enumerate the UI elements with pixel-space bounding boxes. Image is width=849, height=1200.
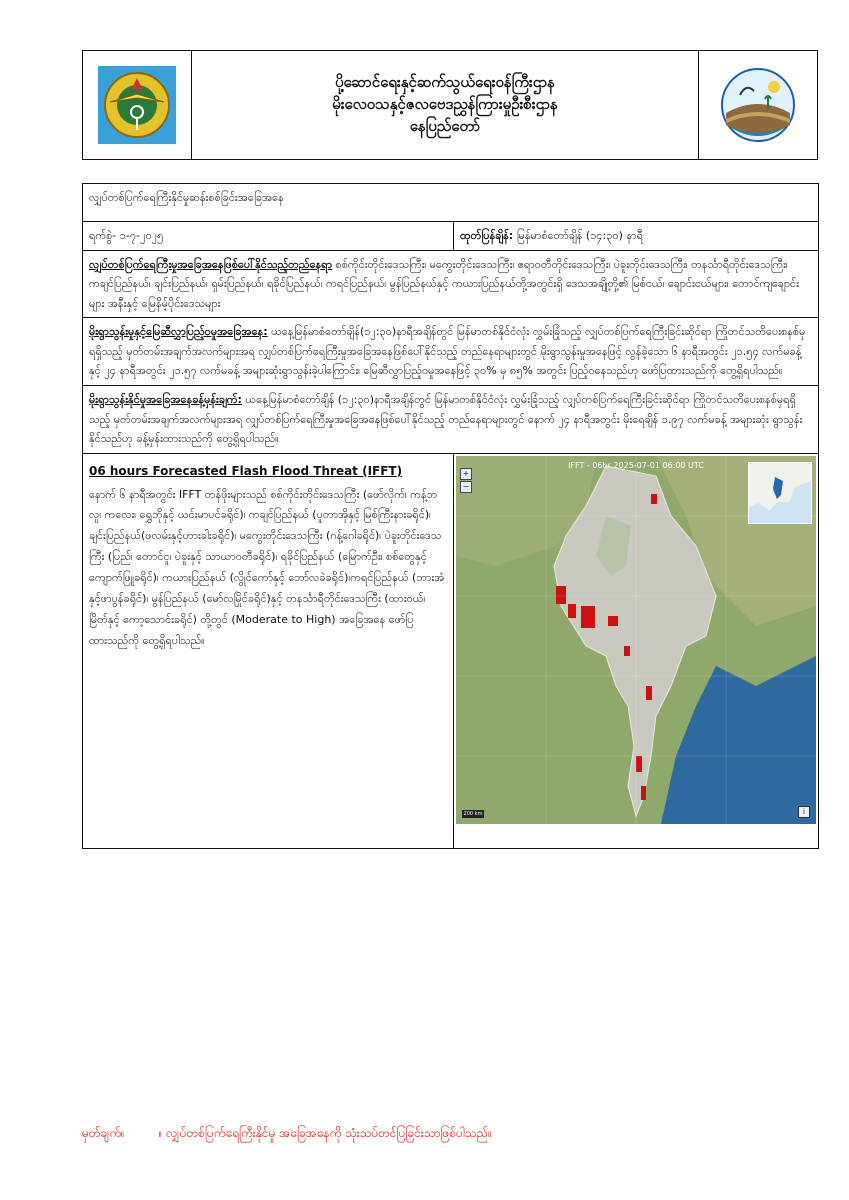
- footer-note: [82, 1125, 492, 1143]
- document-header: [82, 50, 818, 160]
- dmh-logo-cell: [698, 51, 817, 159]
- footer-note-text: ။ လျှပ်တစ်ပြက်ရေကြီးနိုင်မှု အခြေအနေကို သုံးသပ်တင်ပြခြင်းသာဖြစ်ပါသည်။: [158, 1126, 492, 1140]
- report-date: ရက်စွဲ- ၁-၇-၂၀၂၅: [83, 222, 454, 250]
- zoom-out-button[interactable]: −: [460, 481, 472, 493]
- section-forecast-heading: မိုးရွာသွန်းနိုင်မှုအခြေအနေခန့်မှန်းချက်:: [89, 393, 242, 407]
- report-table: [82, 183, 819, 849]
- ministry-logo-cell: [83, 51, 192, 159]
- city-name: နေပြည်တော်: [409, 116, 481, 135]
- ministry-logo: [96, 64, 178, 146]
- ifft-map[interactable]: [456, 456, 816, 824]
- date-row: [83, 222, 818, 251]
- section-location-body: စစ်ကိုင်းတိုင်းဒေသကြီး၊ မကွေးတိုင်းဒေသကြီး၊ ဧရာဝတီတိုင်းဒေသကြီး၊ ပဲခူးတိုင်းဒေသကြီး၊ တနင်္သာရီတိုင်းဒေသကြီး၊ ကချင်ပြည်နယ်၊ ချင်းပြည်နယ်၊ ရှမ်းပြည်နယ်၊ ရခိုင်ပြည်နယ်၊ ကရင်ပြည်နယ်၊ မွန်ပြည်နယ်နှင့် ကယားပြည်နယ်တို့အတွင်းရှိ ဒေသအချို့တို့၏ မြစ်ငယ်၊ ချောင်းငယ်များ၊ တောင်ကျချောင်းများ အနီးနှင့် မြေနိမ့်ပိုင်းဒေသများ: [89, 257, 799, 310]
- dmh-logo: [718, 65, 798, 145]
- issue-time-value: မြန်မာစံတော်ချိန် (၁၄:၃၀) နာရီ: [516, 229, 643, 242]
- section-forecast-body: ယနေ့မြန်မာစံတော်ချိန် (၁၂:၃၀)နာရီအချိန်တွင် မြန်မာတစ်နိုင်ငံလုံး လွှမ်းခြုံသည့် လျှပ်တစ်ပြက်ရေကြီးခြင်းဆိုင်ရာ ကြိုတင်သတိပေးစနစ်မှရရှိသည့် မှတ်တမ်းအချက်အလက်များအရ လျှပ်တစ်ပြက်ရေကြီးမှုအခြေအနေဖြစ်ပေါ်နိုင်သည့် တည်နေရာများတွင် နောက် ၂၄ နာရီအတွင်း မိုးရေချိန် ၁.၉၇ လက်မခန့် အများဆုံး ရွာသွန်းနိုင်သည်ဟု ခန့်မှန်းထားသည်ကို တွေ့ရှိရပါသည်။: [89, 393, 803, 446]
- section-rain-soil: [83, 318, 818, 386]
- map-title: IFFT - 06hr 2025-07-01 06:00 UTC: [568, 460, 704, 470]
- map-scale: 200 km: [463, 810, 483, 817]
- section-rain-soil-heading: မိုးရွာသွန်းမှုနှင့်မြေဆီလွှာပြည့်ဝမှုအခြေအနေ:: [89, 325, 268, 339]
- section-forecast: [83, 386, 818, 454]
- ifft-section: [83, 454, 818, 848]
- map-inset: [748, 462, 812, 524]
- zoom-in-button[interactable]: +: [460, 468, 472, 480]
- footer-note-label: မှတ်ချက်။: [82, 1126, 125, 1140]
- section-location: [83, 251, 818, 319]
- section-location-heading: လျှပ်တစ်ပြက်ရေကြီးမှုအခြေအနေဖြစ်ပေါ်နိုင်သည့်တည်နေရာ: [89, 257, 333, 271]
- section-rain-soil-body: ယနေ့မြန်မာစံတော်ချိန်(၁၂:၃၀)နာရီအချိန်တွင် မြန်မာတစ်နိုင်ငံလုံး လွှမ်းခြုံသည့် လျှပ်တစ်ပြက်ရေကြီးခြင်းဆိုင်ရာ ကြိုတင်သတိပေးစနစ်မှရရှိသည့် မှတ်တမ်းအချက်အလက်များအရ လျှပ်တစ်ပြက်ရေကြီးမှုအခြေအနေဖြစ်ပေါ်နိုင်သည့် တည်နေရာများတွင် မိုးရွာသွန်းမှုအနေဖြင့် လွန်ခဲ့သော ၆ နာရီအတွင်း ၂၁.၅၄ လက်မခန့်နှင့် ၂၄ နာရီအတွင်း ၂၁.၅၇ လက်မခန့် အများဆုံးရွာသွန်းခဲ့ပါကြောင်း၊ မြေဆီလွှာပြည့်ဝမှုအနေဖြင့် ၃၀% မှ ၈၅% အတွင်း ပြည့်ဝနေသည်ဟု ဖော်ပြထားသည်ကို တွေ့ရှိရပါသည်။: [89, 325, 806, 378]
- ifft-text: [83, 454, 454, 848]
- header-title-block: [192, 51, 698, 159]
- report-title: လျှပ်တစ်ပြက်ရေကြီးနိုင်မှုဆန်းစစ်ခြင်းအခြေအနေ: [83, 184, 818, 222]
- inset-map-icon: [749, 463, 811, 523]
- ifft-map-col: [454, 454, 818, 848]
- ministry-name: ပို့ဆောင်ရေးနှင့်ဆက်သွယ်ရေးဝန်ကြီးဌာန: [335, 73, 555, 92]
- issue-time-cell: [454, 222, 818, 250]
- department-name: မိုးလေဝသနှင့်ဇလဗေဒညွှန်ကြားမှုဦးစီးဌာန: [332, 95, 558, 114]
- issue-time-label: ထုတ်ပြန်ချိန်:: [460, 229, 514, 242]
- info-icon[interactable]: i: [798, 806, 810, 818]
- ifft-body: နောက် ၆ နာရီအတွင်း IFFT တန်ဖိုးများသည် စစ်ကိုင်းတိုင်းဒေသကြီး (ဖော်လိုက်၊ ကန့်ဘလူ၊ ကလေး၊ ရွှေဘိုနှင့် ယင်းမာပင်ခရိုင်)၊ ကချင်ပြည်နယ် (ပူတာအိုနှင့် မြစ်ကြီးနားခရိုင်)၊ ချင်းပြည်နယ်(ဖလမ်းနှင့်ဟားခါးခရိုင်)၊ မကွေးတိုင်းဒေသကြီး (ဂန့်ဂေါခရိုင်)၊ ပဲခူးတိုင်းဒေသကြီး (ပြည်၊ တောင်ငူ၊ ပဲခူးနှင့် သာယာဝတီခရိုင်)၊ ရခိုင်ပြည်နယ် (မြောက်ဦး၊ စစ်တွေနှင့် ကျောက်ဖြူခရိုင်)၊ ကယားပြည်နယ် (လွိုင်ကော်နှင့် ဘော်လခဲခရိုင်)၊ကရင်ပြည်နယ် (ဘားအံနှင့်ဖာပွန်ခရိုင်)၊ မွန်ပြည်နယ် (မော်လမြိုင်ခရိုင်)နှင့် တနင်္သာရီတိုင်းဒေသကြီး (ထားဝယ်၊ မြိတ်နှင့် ကော့သောင်းခရိုင်) တို့တွင် (Moderate to High) အခြေအနေ ဖော်ပြထားသည်ကို တွေ့ရှိရပါသည်။: [89, 487, 445, 647]
- ifft-heading: 06 hours Forecasted Flash Flood Threat (IFFT): [89, 463, 403, 478]
